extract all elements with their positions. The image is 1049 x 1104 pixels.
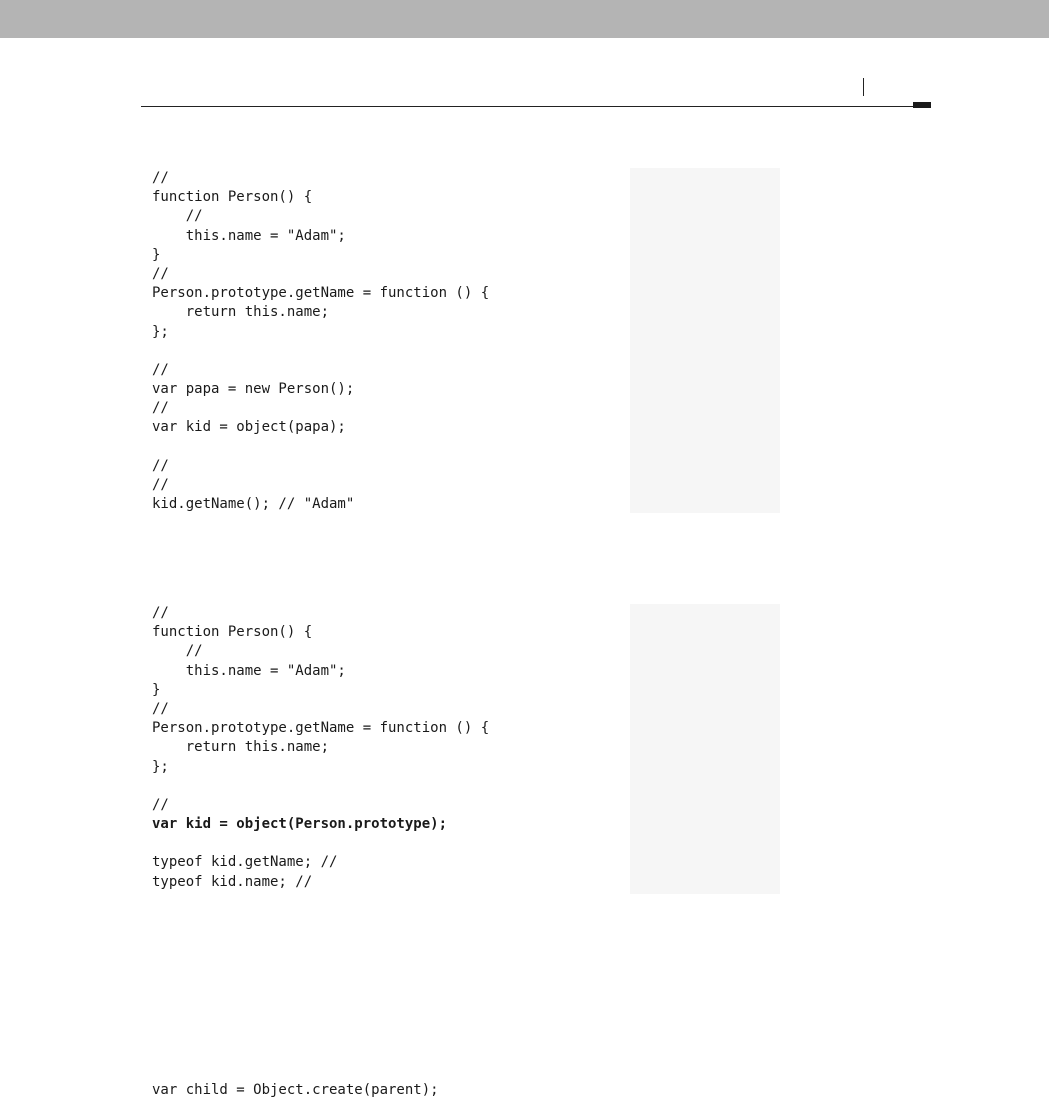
- code-line: return this.name;: [152, 739, 330, 756]
- code-line: //: [152, 796, 169, 813]
- code-shade: [630, 168, 780, 513]
- code-line: [152, 342, 489, 361]
- code-line: //: [152, 700, 169, 717]
- code-line: Person.prototype.getName = function () {: [152, 720, 490, 737]
- code-line: //: [152, 170, 169, 186]
- code-line: [152, 438, 489, 457]
- code-line: //: [152, 605, 169, 621]
- code-line: //: [152, 400, 169, 417]
- code-line: [152, 777, 489, 796]
- code-line: }: [152, 246, 161, 263]
- code-line: };: [152, 758, 169, 775]
- code-line: this.name = "Adam";: [152, 662, 346, 679]
- header-divider: [863, 78, 864, 96]
- code-line: //: [152, 208, 203, 225]
- header-rule: [141, 106, 931, 107]
- code-line: typeof kid.getName; //: [152, 854, 338, 871]
- header-marker: [913, 102, 931, 108]
- code-line: typeof kid.name; //: [152, 873, 313, 890]
- top-band: [0, 0, 1049, 38]
- code-line: //: [152, 361, 169, 378]
- code-line: [152, 834, 489, 853]
- code-line: //: [152, 265, 169, 282]
- code-line: function Person() {: [152, 624, 313, 641]
- code-block-3: [152, 1081, 439, 1100]
- code-line: return this.name;: [152, 304, 330, 321]
- code-shade: [630, 604, 780, 894]
- code-line: var child = Object.create(parent);: [152, 1082, 439, 1098]
- code-line: //: [152, 477, 169, 493]
- code-block-1: [152, 169, 489, 514]
- code-line: //: [152, 457, 169, 474]
- code-line: Person.prototype.getName = function () {: [152, 285, 490, 302]
- code-line: //: [152, 643, 203, 660]
- code-line: var papa = new Person();: [152, 381, 355, 398]
- code-line: }: [152, 681, 161, 698]
- code-block-2: [152, 604, 489, 892]
- code-line: kid.getName(); // "Adam": [152, 496, 355, 513]
- code-line: function Person() {: [152, 189, 313, 206]
- code-line: this.name = "Adam";: [152, 227, 346, 244]
- code-line: var kid = object(papa);: [152, 419, 346, 436]
- code-line: };: [152, 323, 169, 340]
- code-line: var kid = object(Person.prototype);: [152, 816, 448, 833]
